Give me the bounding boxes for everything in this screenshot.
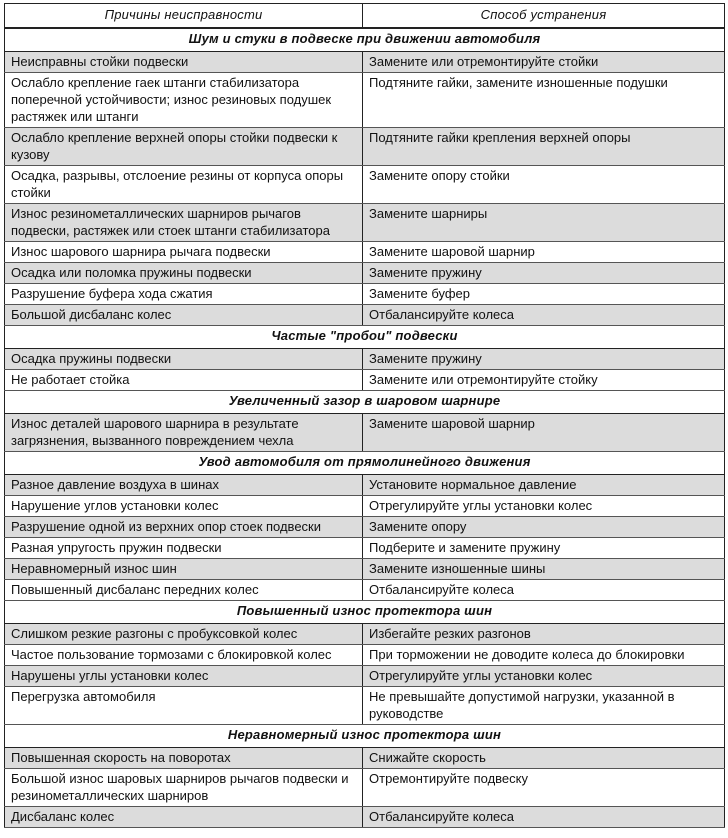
table-row xyxy=(5,687,725,725)
remedy-cell: Подберите и замените пружину xyxy=(363,538,725,559)
cause-cell: Разрушение буфера хода сжатия xyxy=(5,284,363,305)
table-row xyxy=(5,370,725,391)
remedy-cell: Снижайте скорость xyxy=(363,748,725,769)
section-title: Шум и стуки в подвеске при движении автомобиля xyxy=(5,28,725,52)
cause-cell: Ослабло крепление гаек штанги стабилизатора поперечной устойчивости; износ резиновых подушек растяжек или штанги xyxy=(5,73,363,128)
remedy-cell: Замените опору xyxy=(363,517,725,538)
cause-cell: Неравномерный износ шин xyxy=(5,559,363,580)
table-row xyxy=(5,748,725,769)
cause-cell: Износ шарового шарнира рычага подвески xyxy=(5,242,363,263)
cause-cell: Разное давление воздуха в шинах xyxy=(5,475,363,496)
remedy-cell: Замените пружину xyxy=(363,263,725,284)
cause-cell: Нарушение углов установки колес xyxy=(5,496,363,517)
table-row xyxy=(5,204,725,242)
remedy-cell: Подтяните гайки, замените изношенные подушки xyxy=(363,73,725,128)
table-row xyxy=(5,475,725,496)
remedy-cell: Избегайте резких разгонов xyxy=(363,624,725,645)
cause-cell: Перегрузка автомобиля xyxy=(5,687,363,725)
table-row xyxy=(5,496,725,517)
table-row xyxy=(5,263,725,284)
cause-cell: Осадка пружины подвески xyxy=(5,349,363,370)
remedy-cell: Отбалансируйте колеса xyxy=(363,580,725,601)
table-row xyxy=(5,645,725,666)
cause-cell: Дисбаланс колес xyxy=(5,807,363,828)
cause-cell: Большой дисбаланс колес xyxy=(5,305,363,326)
header-row xyxy=(5,4,725,29)
remedy-cell: Отрегулируйте углы установки колес xyxy=(363,666,725,687)
cause-cell: Не работает стойка xyxy=(5,370,363,391)
remedy-cell: Отбалансируйте колеса xyxy=(363,807,725,828)
remedy-cell: Замените буфер xyxy=(363,284,725,305)
cause-cell: Разная упругость пружин подвески xyxy=(5,538,363,559)
table-row xyxy=(5,769,725,807)
remedy-cell: Замените пружину xyxy=(363,349,725,370)
section-title: Повышенный износ протектора шин xyxy=(5,601,725,624)
remedy-cell: При торможении не доводите колеса до блокировки xyxy=(363,645,725,666)
remedy-cell: Отрегулируйте углы установки колес xyxy=(363,496,725,517)
cause-cell: Неисправны стойки подвески xyxy=(5,52,363,73)
cause-cell: Осадка или поломка пружины подвески xyxy=(5,263,363,284)
section-title: Частые "пробои" подвески xyxy=(5,326,725,349)
remedy-cell: Замените опору стойки xyxy=(363,166,725,204)
remedy-cell: Отбалансируйте колеса xyxy=(363,305,725,326)
section-title: Увеличенный зазор в шаровом шарнире xyxy=(5,391,725,414)
header-cause: Причины неисправности xyxy=(5,4,363,29)
section-header xyxy=(5,326,725,349)
remedy-cell: Замените изношенные шины xyxy=(363,559,725,580)
cause-cell: Разрушение одной из верхних опор стоек подвески xyxy=(5,517,363,538)
cause-cell: Ослабло крепление верхней опоры стойки подвески к кузову xyxy=(5,128,363,166)
cause-cell: Повышенная скорость на поворотах xyxy=(5,748,363,769)
table-row xyxy=(5,580,725,601)
cause-cell: Слишком резкие разгоны с пробуксовкой колес xyxy=(5,624,363,645)
cause-cell: Частое пользование тормозами с блокировкой колес xyxy=(5,645,363,666)
table-row xyxy=(5,284,725,305)
table-row xyxy=(5,624,725,645)
table-row xyxy=(5,807,725,828)
remedy-cell: Замените шаровой шарнир xyxy=(363,414,725,452)
section-header xyxy=(5,391,725,414)
section-title: Неравномерный износ протектора шин xyxy=(5,725,725,748)
troubleshooting-table xyxy=(4,3,725,828)
cause-cell: Большой износ шаровых шарниров рычагов подвески и резинометаллических шарниров xyxy=(5,769,363,807)
table-body xyxy=(5,28,725,828)
cause-cell: Нарушены углы установки колес xyxy=(5,666,363,687)
cause-cell: Износ деталей шарового шарнира в результате загрязнения, вызванного повреждением чехла xyxy=(5,414,363,452)
remedy-cell: Подтяните гайки крепления верхней опоры xyxy=(363,128,725,166)
remedy-cell: Замените шаровой шарнир xyxy=(363,242,725,263)
remedy-cell: Отремонтируйте подвеску xyxy=(363,769,725,807)
remedy-cell: Замените или отремонтируйте стойки xyxy=(363,52,725,73)
table-row xyxy=(5,666,725,687)
table-row xyxy=(5,559,725,580)
table-row xyxy=(5,517,725,538)
table-row xyxy=(5,52,725,73)
table-row xyxy=(5,414,725,452)
table-row xyxy=(5,73,725,128)
header-remedy: Способ устранения xyxy=(363,4,725,29)
table-row xyxy=(5,305,725,326)
table-row xyxy=(5,128,725,166)
section-title: Увод автомобиля от прямолинейного движения xyxy=(5,452,725,475)
section-header xyxy=(5,452,725,475)
cause-cell: Осадка, разрывы, отслоение резины от корпуса опоры стойки xyxy=(5,166,363,204)
table-header xyxy=(5,4,725,29)
section-header xyxy=(5,725,725,748)
table-row xyxy=(5,166,725,204)
table-row xyxy=(5,538,725,559)
remedy-cell: Не превышайте допустимой нагрузки, указанной в руководстве xyxy=(363,687,725,725)
table-row xyxy=(5,349,725,370)
section-header xyxy=(5,601,725,624)
remedy-cell: Замените шарниры xyxy=(363,204,725,242)
remedy-cell: Замените или отремонтируйте стойку xyxy=(363,370,725,391)
cause-cell: Износ резинометаллических шарниров рычагов подвески, растяжек или стоек штанги стабилизатора xyxy=(5,204,363,242)
remedy-cell: Установите нормальное давление xyxy=(363,475,725,496)
section-header xyxy=(5,28,725,52)
cause-cell: Повышенный дисбаланс передних колес xyxy=(5,580,363,601)
table-row xyxy=(5,242,725,263)
